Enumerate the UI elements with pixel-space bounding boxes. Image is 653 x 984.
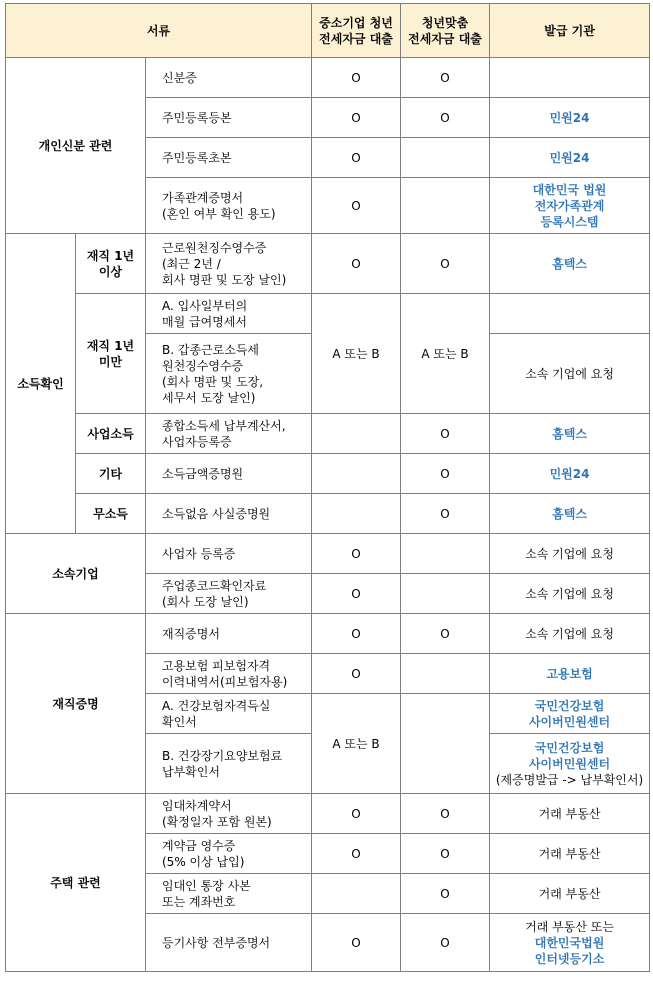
sme-mark: O: [312, 58, 401, 98]
sme-mark: O: [312, 138, 401, 178]
youth-mark: O: [401, 494, 490, 534]
doc-cell: 가족관계증명서 (혼인 여부 확인 용도): [146, 178, 312, 234]
issuer-link[interactable]: 국민건강보험 사이버민원센터: [490, 694, 650, 734]
issuer-cell: 소속 기업에 요청: [490, 614, 650, 654]
subgroup-noincome: 무소득: [76, 494, 146, 534]
group-company: 소속기업: [6, 534, 146, 614]
sme-mark: O: [312, 574, 401, 614]
issuer-link[interactable]: 홈텍스: [490, 414, 650, 454]
doc-cell: 주업종코드확인자료 (회사 도장 날인): [146, 574, 312, 614]
group-employment: 재직증명: [6, 614, 146, 794]
subgroup-under1: 재직 1년 미만: [76, 294, 146, 414]
header-documents: 서류: [6, 4, 312, 58]
issuer-link[interactable]: 민원24: [490, 454, 650, 494]
doc-cell: 임대차계약서 (확정일자 포함 원본): [146, 794, 312, 834]
youth-mark: O: [401, 874, 490, 914]
youth-mark: A 또는 B: [401, 294, 490, 414]
issuer-link[interactable]: 민원24: [490, 98, 650, 138]
issuer-cell: [490, 734, 650, 794]
youth-mark: O: [401, 414, 490, 454]
documents-table: [5, 3, 650, 972]
issuer-cell: [490, 294, 650, 334]
table-row: [6, 534, 650, 574]
issuer-link[interactable]: 민원24: [490, 138, 650, 178]
youth-mark: [401, 534, 490, 574]
youth-mark: [401, 574, 490, 614]
issuer-cell: [490, 914, 650, 972]
issuer-cell: 소속 기업에 요청: [490, 574, 650, 614]
subgroup-over1: 재직 1년 이상: [76, 234, 146, 294]
table-row: [6, 494, 650, 534]
youth-mark: O: [401, 614, 490, 654]
header-issuer: 발급 기관: [490, 4, 650, 58]
youth-mark: [401, 694, 490, 794]
doc-cell: 사업자 등록증: [146, 534, 312, 574]
doc-cell: 근로원천징수영수증 (최근 2년 / 회사 명판 및 도장 날인): [146, 234, 312, 294]
doc-cell: 임대인 통장 사본 또는 계좌번호: [146, 874, 312, 914]
sme-mark: [312, 454, 401, 494]
youth-mark: O: [401, 58, 490, 98]
sme-mark: O: [312, 534, 401, 574]
doc-cell: 신분증: [146, 58, 312, 98]
issuer-link[interactable]: 대한민국 법원 전자가족관계 등록시스템: [490, 178, 650, 234]
youth-mark: O: [401, 454, 490, 494]
issuer-cell: 거래 부동산: [490, 874, 650, 914]
table-row: [6, 454, 650, 494]
sme-mark: O: [312, 834, 401, 874]
youth-mark: O: [401, 794, 490, 834]
doc-cell: 계약금 영수증 (5% 이상 납입): [146, 834, 312, 874]
header-sme-loan: 중소기업 청년 전세자금 대출: [312, 4, 401, 58]
sme-mark: A 또는 B: [312, 294, 401, 414]
group-personal: 개인신분 관련: [6, 58, 146, 234]
subgroup-other: 기타: [76, 454, 146, 494]
group-income: 소득확인: [6, 234, 76, 534]
doc-cell: B. 갑종근로소득세 원천징수영수증 (회사 명판 및 도장, 세무서 도장 날인): [146, 334, 312, 414]
sme-mark: A 또는 B: [312, 694, 401, 794]
sme-mark: O: [312, 178, 401, 234]
header-youth-loan: 청년맞춤 전세자금 대출: [401, 4, 490, 58]
sme-mark: O: [312, 98, 401, 138]
doc-cell: B. 건강장기요양보험료 납부확인서: [146, 734, 312, 794]
issuer-link[interactable]: 홈텍스: [490, 494, 650, 534]
issuer-cell: [490, 58, 650, 98]
sme-mark: O: [312, 914, 401, 972]
sme-mark: O: [312, 654, 401, 694]
doc-cell: 주민등록초본: [146, 138, 312, 178]
issuer-cell: 소속 기업에 요청: [490, 534, 650, 574]
youth-mark: O: [401, 834, 490, 874]
youth-mark: O: [401, 98, 490, 138]
doc-cell: 주민등록등본: [146, 98, 312, 138]
sme-mark: [312, 874, 401, 914]
issuer-link[interactable]: 국민건강보험 사이버민원센터: [528, 740, 611, 771]
doc-cell: 고용보험 피보험자격 이력내역서(피보험자용): [146, 654, 312, 694]
table-row: [6, 294, 650, 334]
youth-mark: [401, 654, 490, 694]
subgroup-business: 사업소득: [76, 414, 146, 454]
issuer-link[interactable]: 대한민국법원 인터넷등기소: [534, 935, 605, 966]
issuer-link[interactable]: 홈텍스: [490, 234, 650, 294]
issuer-cell: 거래 부동산: [490, 834, 650, 874]
doc-cell: A. 입사일부터의 매월 급여명세서: [146, 294, 312, 334]
table-row: [6, 614, 650, 654]
sme-mark: [312, 494, 401, 534]
table-row: [6, 234, 650, 294]
youth-mark: O: [401, 914, 490, 972]
table-row: [6, 58, 650, 98]
youth-mark: [401, 138, 490, 178]
doc-cell: A. 건강보험자격득실 확인서: [146, 694, 312, 734]
table-row: [6, 414, 650, 454]
issuer-link[interactable]: 고용보험: [490, 654, 650, 694]
doc-cell: 종합소득세 납부계산서, 사업자등록증: [146, 414, 312, 454]
issuer-note: (제증명발급 -> 납부확인서): [495, 772, 644, 787]
youth-mark: [401, 178, 490, 234]
issuer-prefix: 거래 부동산 또는: [525, 919, 614, 934]
sme-mark: O: [312, 794, 401, 834]
doc-cell: 등기사항 전부증명서: [146, 914, 312, 972]
group-housing: 주택 관련: [6, 794, 146, 972]
header-row: [6, 4, 650, 58]
youth-mark: O: [401, 234, 490, 294]
sme-mark: O: [312, 234, 401, 294]
doc-cell: 소득금액증명원: [146, 454, 312, 494]
sme-mark: [312, 414, 401, 454]
issuer-cell: 거래 부동산: [490, 794, 650, 834]
doc-cell: 소득없음 사실증명원: [146, 494, 312, 534]
table-row: [6, 794, 650, 834]
issuer-cell: 소속 기업에 요청: [490, 334, 650, 414]
sme-mark: O: [312, 614, 401, 654]
doc-cell: 재직증명서: [146, 614, 312, 654]
